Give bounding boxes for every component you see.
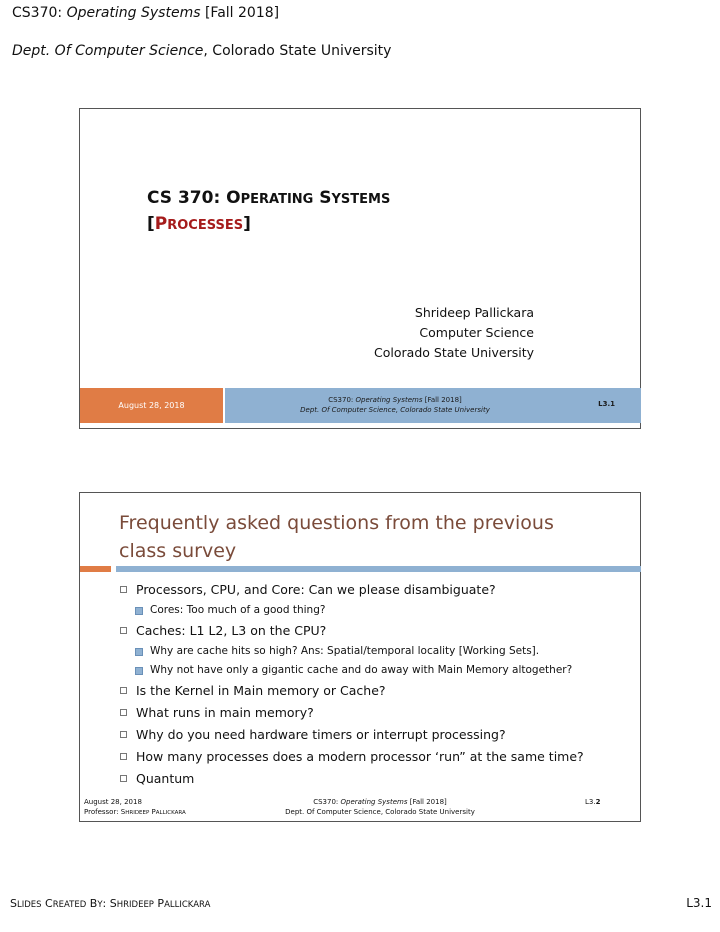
- sub-bullet-item: [120, 661, 635, 680]
- bullet-item: [120, 702, 635, 724]
- bullet-item: [120, 768, 635, 790]
- bullet-item: [120, 620, 635, 642]
- slide-footer-left: August 28, 2018 Professor: SHRIDEEP PALLICKARA: [84, 798, 186, 816]
- page-header-course-line: [12, 4, 279, 22]
- author-university: Colorado State University: [374, 345, 534, 360]
- page-header-dept-line: [12, 42, 391, 60]
- title-accent-bar: [80, 566, 111, 572]
- bullet-text: Quantum: [136, 771, 195, 786]
- bullet-text: Why do you need hardware timers or interrupt processing?: [136, 727, 506, 742]
- slide-footer-center: CS370: Operating Systems [Fall 2018] Dept. Of Computer Science, Colorado State University: [285, 798, 475, 816]
- bullet-text: What runs in main memory?: [136, 705, 314, 720]
- bullet-box-icon: [120, 731, 127, 738]
- sub-bullet-icon: [135, 648, 143, 656]
- bullet-text: How many processes does a modern processor ‘run” at the same time?: [136, 749, 584, 764]
- slide-footer-date: August 28, 2018: [80, 388, 223, 423]
- header-term: [Fall 2018]: [200, 5, 280, 21]
- slide-footer-info: CS370: Operating Systems [Fall 2018] Dept. Of Computer Science, Colorado State University L3.1: [225, 388, 641, 423]
- header-course-code: CS370:: [12, 5, 67, 21]
- bullet-item: [120, 579, 635, 601]
- sub-bullet-item: [120, 642, 635, 661]
- header-university: , Colorado State University: [203, 43, 392, 59]
- bullet-box-icon: [120, 687, 127, 694]
- sub-bullet-item: [120, 601, 635, 620]
- sub-bullet-text: Why not have only a gigantic cache and do away with Main Memory altogether?: [150, 664, 573, 676]
- bullet-text: Is the Kernel in Main memory or Cache?: [136, 683, 386, 698]
- slide-number: L3.2: [585, 798, 601, 806]
- sub-bullet-icon: [135, 667, 143, 675]
- author-name: Shrideep Pallickara: [414, 305, 534, 320]
- slide-title: Frequently asked questions from the previous class survey: [119, 512, 554, 562]
- bullet-box-icon: [120, 775, 127, 782]
- bullet-text: Caches: L1 L2, L3 on the CPU?: [136, 623, 327, 638]
- header-dept: Dept. Of Computer Science: [12, 43, 204, 59]
- page-footer-credit: SLIDES CREATED BY: SHRIDEEP PALLICKARA: [10, 897, 211, 910]
- bullet-item: [120, 680, 635, 702]
- bullet-box-icon: [120, 753, 127, 760]
- sub-bullet-icon: [135, 607, 143, 615]
- author-dept: Computer Science: [419, 325, 534, 340]
- faq-slide: [79, 492, 641, 822]
- slide-number: L3.1: [598, 400, 615, 408]
- sub-bullet-text: Cores: Too much of a good thing?: [150, 604, 326, 616]
- bullet-item: [120, 746, 635, 768]
- bullet-item: [120, 724, 635, 746]
- bullet-box-icon: [120, 627, 127, 634]
- bullet-list: [120, 579, 635, 790]
- bullet-text: Processors, CPU, and Core: Can we please disambiguate?: [136, 582, 496, 597]
- bullet-box-icon: [120, 586, 127, 593]
- title-rule-bar: [116, 566, 641, 572]
- page-footer-number: L3.1: [686, 896, 712, 910]
- bullet-box-icon: [120, 709, 127, 716]
- slide-title: CS 370: OPERATING SYSTEMS: [147, 188, 391, 208]
- sub-bullet-text: Why are cache hits so high? Ans: Spatial/temporal locality [Working Sets].: [150, 645, 540, 657]
- title-slide: [79, 108, 641, 429]
- header-course-title: Operating Systems: [66, 5, 201, 21]
- slide-subtitle: [PROCESSES]: [147, 214, 251, 234]
